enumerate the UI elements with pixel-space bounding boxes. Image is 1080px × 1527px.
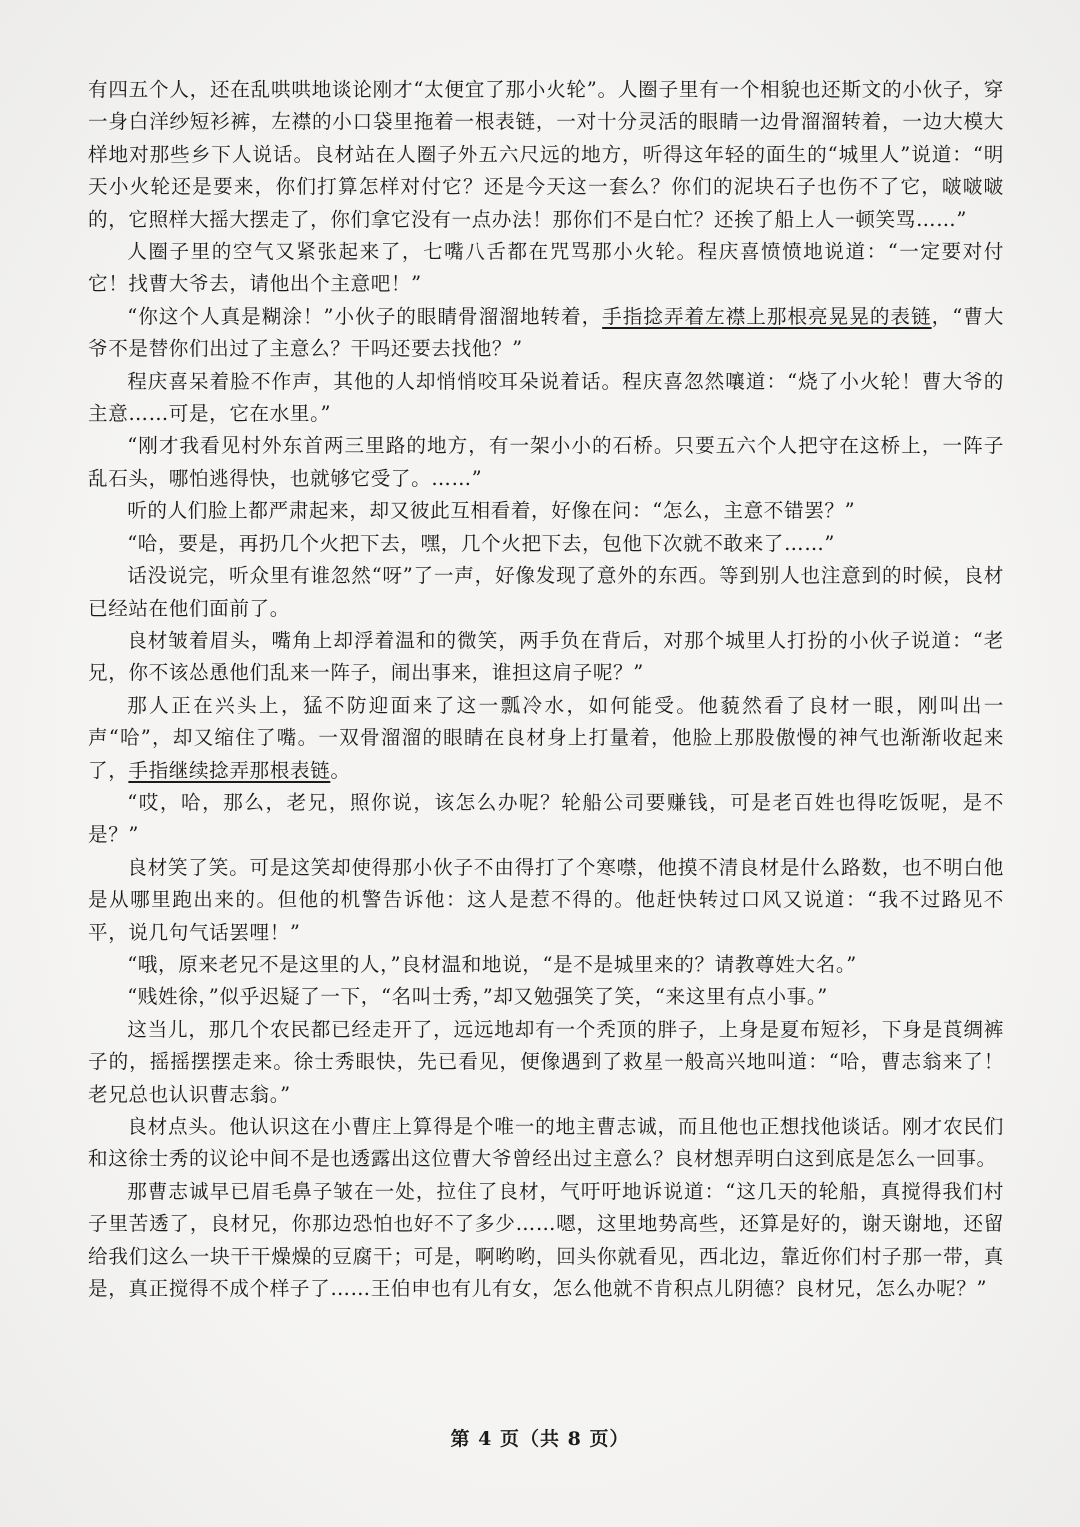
passage-text: [88, 74, 1004, 1305]
paragraph-text: 那人正在兴头上，猛不防迎面来了这一瓢冷水，如何能受。他藐然看了良材一眼，刚叫出一声“哈”，却又缩住了嘴。一双骨溜溜的眼睛在良材身上打量着，他脸上那股傲慢的神气也渐渐收起来了，: [88, 693, 1004, 782]
paragraph: 话没说完，听众里有谁忽然“呀”了一声，好像发现了意外的东西。等到别人也注意到的时候，良材已经站在他们面前了。: [88, 564, 1004, 620]
paragraph: “刚才我看见村外东首两三里路的地方，有一架小小的石桥。只要五六个人把守在这桥上，一阵子乱石头，哪怕逃得快，也就够它受了。……”: [88, 434, 1004, 490]
paragraph: “贱姓徐，”似乎迟疑了一下，“名叫士秀，”却又勉强笑了笑，“来这里有点小事。”: [127, 985, 828, 1009]
paragraph: 听的人们脸上都严肃起来，却又彼此互相看着，好像在问：“怎么，主意不错罢？”: [127, 499, 856, 523]
paragraph: 有四五个人，还在乱哄哄地谈论刚才“太便宜了那小火轮”。人圈子里有一个相貌也还斯文的小伙子，穿一身白洋纱短衫裤，左襟的小口袋里拖着一根表链，一对十分灵活的眼睛一边骨溜溜转着，一边大模大样地对那些乡下人说话。良材站在人圈子外五六尺远的地方，听得这年轻的面生的“城里人”说道：“明天小火轮还是要来，你们打算怎样对付它？还是今天这一套么？你们的泥块石子也伤不了它，啵啵啵的，它照样大摇大摆走了，你们拿它没有一点办法！那你们不是白忙？还挨了船上人一顿笑骂……”: [88, 78, 1004, 231]
underlined-sentence: 手指继续捻弄那根表链: [128, 758, 331, 782]
paragraph-text: 。: [330, 758, 351, 782]
paragraph: 人圈子里的空气又紧张起来了，七嘴八舌都在咒骂那小火轮。程庆喜愤愤地说道：“一定要对付它！找曹大爷去，请他出个主意吧！”: [88, 240, 1004, 296]
paragraph: 良材点头。他认识这在小曹庄上算得是个唯一的地主曹志诚，而且他也正想找他谈话。刚才农民们和这徐士秀的议论中间不是也透露出这位曹大爷曾经出过主意么？良材想弄明白这到底是怎么一回事。: [88, 1115, 1004, 1171]
paragraph: 良材皱着眉头，嘴角上却浮着温和的微笑，两手负在背后，对那个城里人打扮的小伙子说道：“老兄，你不该怂恿他们乱来一阵子，闹出事来，谁担这肩子呢？”: [88, 628, 1004, 685]
paragraph-with-underline: [88, 690, 1004, 787]
page-number-footer: 第 4 页（共 8 页）: [450, 1428, 630, 1450]
paragraph: 程庆喜呆着脸不作声，其他的人却悄悄咬耳朵说着话。程庆喜忽然嚷道：“烧了小火轮！曹大爷的主意……可是，它在水里。”: [88, 369, 1004, 426]
paragraph: 那曹志诚早已眉毛鼻子皱在一处，拉住了良材，气吁吁地诉说道：“这几天的轮船，真搅得我们村子里苦透了，良材兄，你那边恐怕也好不了多少……嗯，这里地势高些，还算是好的，谢天谢地，还留给我们这么一块干干燥燥的豆腐干；可是，啊哟哟，回头你就看见，西北边，靠近你们村子那一带，真是，真正搅得不成个样子了……王伯申也有儿有女，怎么他就不肯积点儿阴德？良材兄，怎么办呢？”: [88, 1179, 1004, 1301]
paragraph: 这当儿，那几个农民都已经走开了，远远地却有一个秃顶的胖子，上身是夏布短衫，下身是莨绸裤子的，摇摇摆摆走来。徐士秀眼快，先已看见，便像遇到了救星一般高兴地叫道：“哈，曹志翁来了！老兄总也认识曹志翁。”: [88, 1017, 1004, 1106]
paragraph: “哦，原来老兄不是这里的人，”良材温和地说，“是不是城里来的？请教尊姓大名。”: [127, 952, 857, 976]
paragraph: 良材笑了笑。可是这笑却使得那小伙子不由得打了个寒噤，他摸不清良材是什么路数，也不明白他是从哪里跑出来的。但他的机警告诉他：这人是惹不得的。他赶快转过口风又说道：“我不过路见不平，说几句气话罢哩！”: [88, 855, 1004, 944]
paragraph-with-underline: [88, 301, 1004, 366]
paragraph: “哈，要是，再扔几个火把下去，嘿，几个火把下去，包他下次就不敢来了……”: [127, 531, 836, 555]
paragraph-text: ，“曹大爷不是替你们出过了主意么？干吗还要去找他？”: [88, 304, 1004, 361]
paragraph: “哎，哈，那么，老兄，照你说，该怎么办呢？轮船公司要赚钱，可是老百姓也得吃饭呢，是不是？”: [88, 790, 1004, 847]
paragraph-text: “你这个人真是糊涂！”小伙子的眼睛骨溜溜地转着，: [127, 304, 603, 328]
underlined-sentence: 手指捻弄着左襟上那根亮晃晃的表链: [602, 304, 932, 328]
